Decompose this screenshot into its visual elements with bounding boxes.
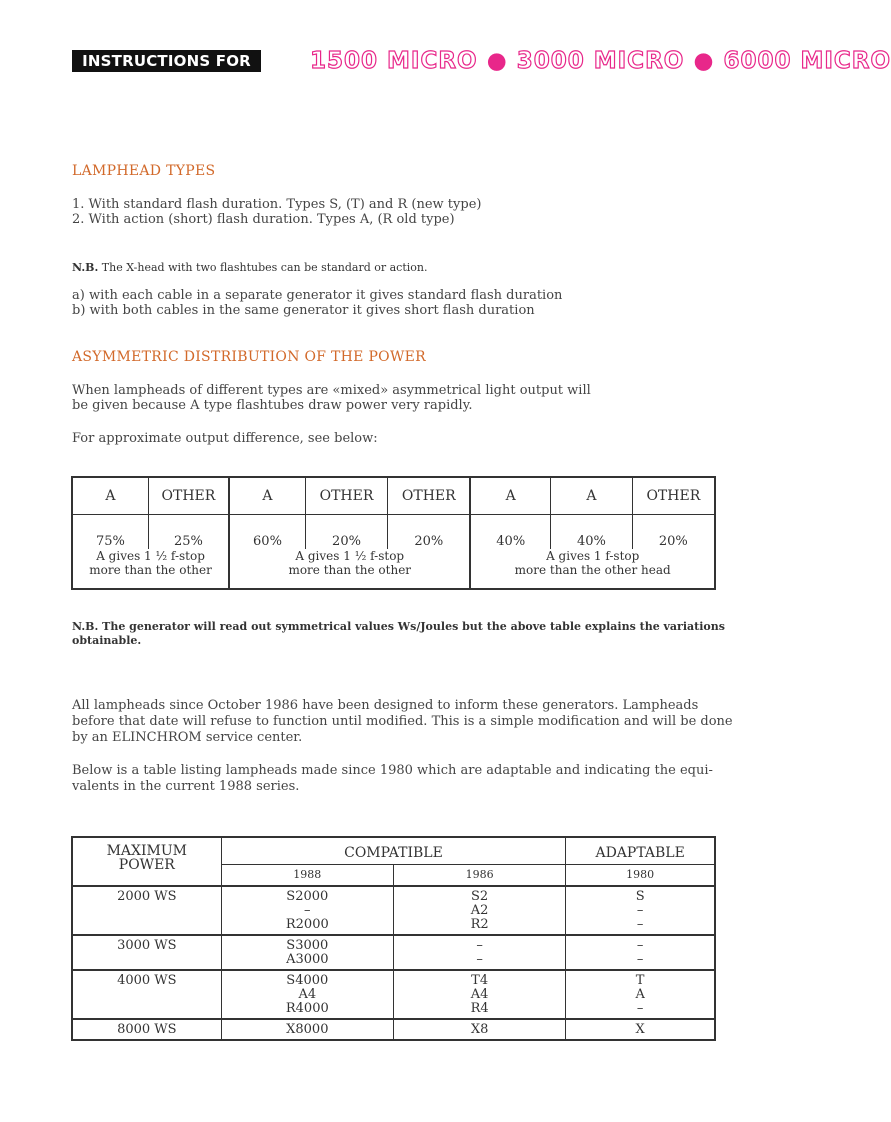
info-para-line1: All lampheads since October 1986 have been designed to inform these generators. Lampheads: [72, 698, 699, 713]
value-cell: 40%: [551, 515, 633, 550]
table-row: [72, 935, 715, 970]
cell-value: A: [635, 987, 645, 1002]
table-row: [72, 886, 715, 935]
adaptable-header: ADAPTABLE: [566, 837, 715, 865]
header-cell: A: [229, 477, 305, 515]
header-cell: OTHER: [632, 477, 715, 515]
year-1988-header: 1988: [221, 865, 393, 887]
cell-value: X8: [470, 1022, 489, 1037]
caption-line: A gives 1 f-stop: [546, 549, 640, 563]
header-cell: OTHER: [305, 477, 387, 515]
cell-value: –: [304, 903, 311, 918]
output-difference-table: [71, 476, 716, 590]
bullet-icon: ●: [693, 48, 715, 74]
table-row: [72, 1019, 715, 1040]
cell-value: S3000: [286, 938, 329, 953]
nb-label: N.B.: [72, 261, 99, 274]
year-1980-header: 1980: [566, 865, 715, 887]
value-cell: 25%: [148, 515, 229, 550]
cell-value: T4: [471, 973, 489, 988]
cell-value: R4000: [285, 1001, 329, 1016]
cell-1988: [221, 935, 393, 970]
cell-value: A3000: [286, 952, 329, 967]
caption-cell: [72, 549, 229, 589]
value-cell: 20%: [388, 515, 471, 550]
caption-line: A gives 1 ½ f-stop: [295, 549, 405, 563]
power-cell: 4000 WS: [72, 970, 221, 1019]
info-para-line3: by an ELINCHROM service center.: [72, 730, 303, 745]
caption-line: A gives 1 ½ f-stop: [96, 549, 205, 563]
nb-symmetrical-line1: N.B. The generator will read out symmetrical values Ws/Joules but the above table explains the variations: [72, 620, 725, 633]
table-row: [72, 837, 715, 865]
cell-1986: [393, 935, 565, 970]
header-cell: OTHER: [388, 477, 471, 515]
cell-1988: [221, 1019, 393, 1040]
compatibility-table: [71, 836, 716, 1041]
option-b: b) with both cables in the same generator it gives short flash duration: [72, 303, 535, 318]
model-6000: 6000 MICRO: [723, 48, 891, 74]
power-cell: 8000 WS: [72, 1019, 221, 1040]
caption-line: more than the other head: [514, 563, 671, 577]
asymmetric-heading: ASYMMETRIC DISTRIBUTION OF THE POWER: [72, 349, 426, 365]
cell-value: –: [636, 1001, 644, 1016]
cell-value: A2: [470, 903, 489, 918]
table-row: [72, 477, 715, 515]
cell-value: –: [636, 903, 644, 918]
caption-line: more than the other: [89, 563, 212, 577]
cell-value: –: [636, 917, 644, 932]
cell-value: –: [636, 952, 644, 967]
power-cell: 2000 WS: [72, 886, 221, 935]
cell-1986: [393, 1019, 565, 1040]
nb-symmetrical-line2: obtainable.: [72, 634, 142, 647]
table-row: [72, 970, 715, 1019]
cell-value: S2: [471, 889, 489, 904]
option-a: a) with each cable in a separate generator it gives standard flash duration: [72, 288, 563, 303]
instructions-badge: INSTRUCTIONS FOR USE: [72, 50, 261, 72]
cell-value: S: [635, 889, 645, 904]
caption-cell: [470, 549, 715, 589]
asymmetric-para2: For approximate output difference, see below:: [72, 431, 378, 446]
header-text: POWER: [118, 857, 175, 873]
cell-value: T: [635, 973, 645, 988]
cell-1986: [393, 970, 565, 1019]
cell-value: –: [476, 938, 483, 953]
power-cell: 3000 WS: [72, 935, 221, 970]
nb-text: The X-head with two flashtubes can be standard or action.: [98, 261, 428, 274]
model-3000: 3000 MICRO: [516, 48, 685, 74]
cell-value: R2000: [285, 917, 329, 932]
info-para2-line2: valents in the current 1988 series.: [72, 779, 300, 794]
cell-value: X: [635, 1022, 645, 1037]
caption-line: more than the other: [288, 563, 412, 577]
cell-value: R2: [470, 917, 489, 932]
cell-1988: [221, 970, 393, 1019]
max-power-header: [72, 837, 221, 886]
bullet-icon: ●: [486, 48, 508, 74]
value-cell: 75%: [95, 534, 125, 549]
table-row: [72, 549, 715, 589]
value-cell: 40%: [470, 515, 550, 550]
header-cell: OTHER: [148, 477, 229, 515]
cell-value: R4: [470, 1001, 489, 1016]
value-cell: 60%: [229, 515, 305, 550]
cell-1980: [566, 1019, 715, 1040]
compatible-header: COMPATIBLE: [344, 845, 443, 861]
cell-1980: [566, 935, 715, 970]
info-para-line2: before that date will refuse to function until modified. This is a simple modification and will be done: [72, 714, 733, 729]
lamphead-types-heading: LAMPHEAD TYPES: [72, 163, 216, 179]
cell-value: –: [476, 952, 483, 967]
model-1500: 1500 MICRO: [310, 48, 478, 74]
cell-value: –: [636, 938, 644, 953]
header-cell: A: [72, 477, 148, 515]
cell-1980: [566, 970, 715, 1019]
lamphead-item-1: 1. With standard flash duration. Types S, (T) and R (new type): [72, 197, 482, 212]
info-para2-line1: Below is a table listing lampheads made since 1980 which are adaptable and indicating the equi-: [72, 763, 713, 778]
value-cell: 20%: [632, 515, 715, 550]
header-cell: A: [470, 477, 550, 515]
cell-value: X8000: [286, 1022, 329, 1037]
header-cell: A: [551, 477, 633, 515]
asymmetric-para-line2: be given because A type flashtubes draw power very rapidly.: [72, 398, 473, 413]
nb-xhead: [72, 261, 428, 275]
cell-1980: [566, 886, 715, 935]
cell-1988: [221, 886, 393, 935]
cell-value: S2000: [286, 889, 329, 904]
caption-cell: [229, 549, 470, 589]
cell-1986: [393, 886, 565, 935]
lamphead-item-2: 2. With action (short) flash duration. Types A, (R old type): [72, 212, 455, 227]
cell-value: S4000: [286, 973, 329, 988]
model-title: [310, 44, 891, 78]
year-1986-header: 1986: [393, 865, 565, 887]
cell-value: A4: [298, 987, 317, 1002]
cell-value: A4: [470, 987, 489, 1002]
value-cell: 20%: [305, 515, 387, 550]
header-text: MAXIMUM: [106, 843, 188, 859]
asymmetric-para-line1: When lampheads of different types are «mixed» asymmetrical light output will: [72, 383, 591, 398]
table-row: [72, 515, 715, 550]
